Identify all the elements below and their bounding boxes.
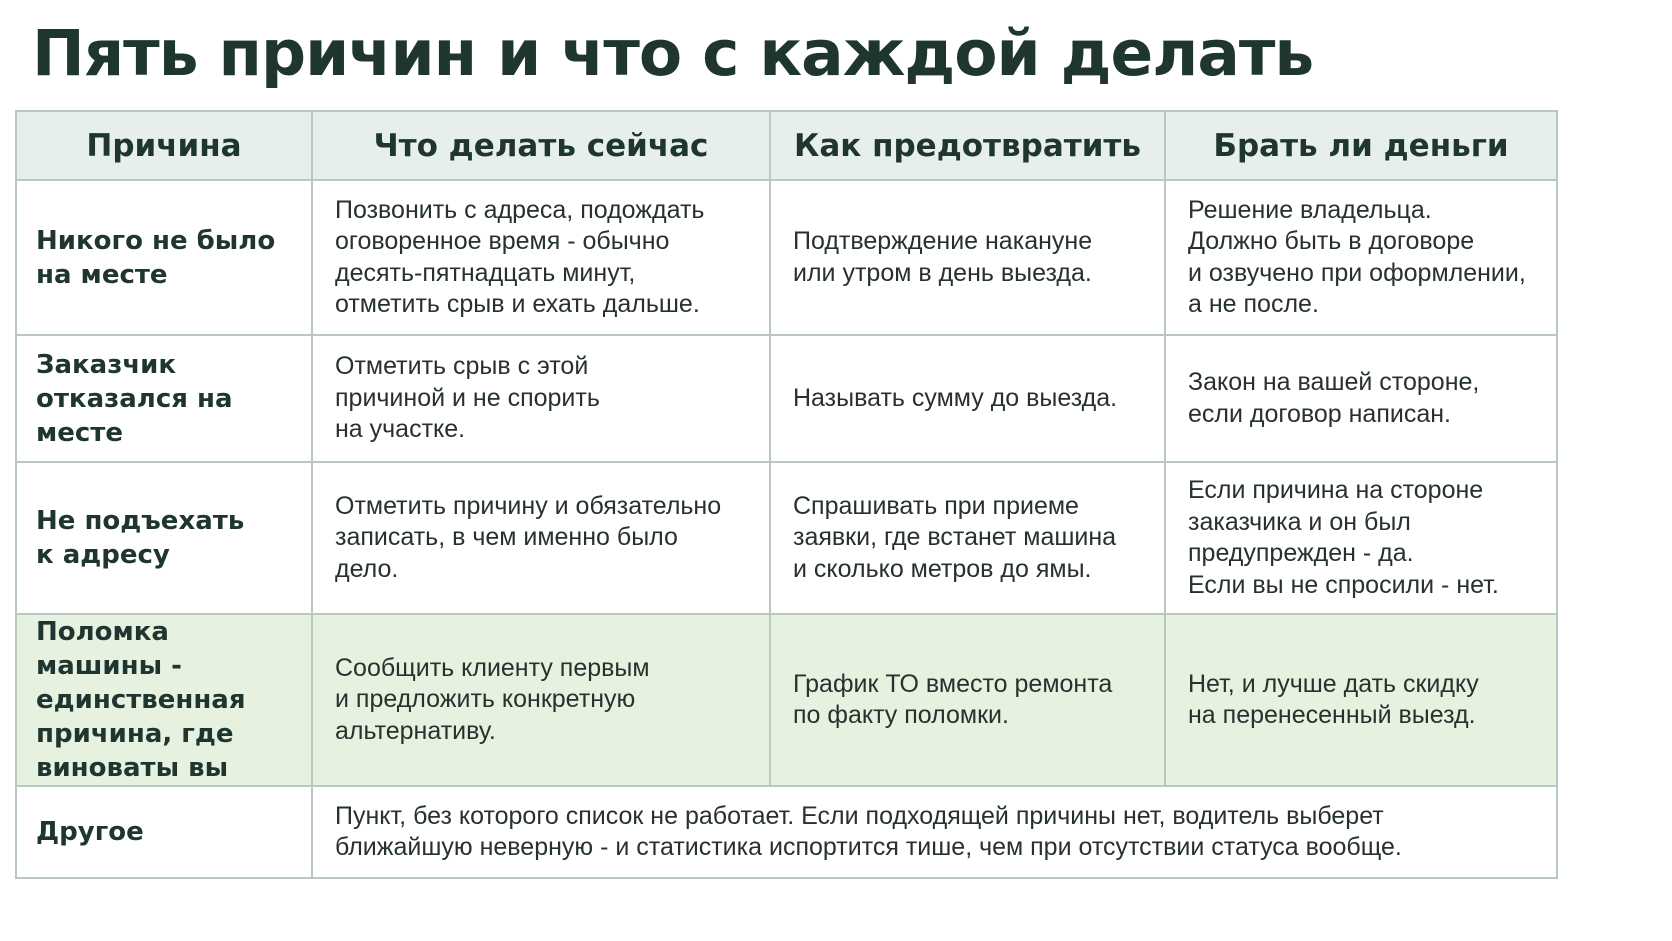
action-now-cell — [312, 180, 770, 335]
cause-cell — [16, 614, 312, 786]
cause-cell — [16, 180, 312, 335]
action-now-text: Отметить срыв с этой причиной и не спорить на участке. — [335, 352, 600, 444]
action-now-text: Отметить причину и обязательно записать, в чем именно было дело. — [335, 491, 722, 583]
charge-money-text: Закон на вашей стороне, если договор написан. — [1188, 368, 1480, 428]
cause-text: Никого не было на месте — [36, 225, 276, 290]
charge-money-text: Решение владельца. Должно быть в договоре и озвучено при оформлении, а не после. — [1188, 195, 1526, 318]
cause-cell — [16, 462, 312, 614]
other-note-cell — [312, 786, 1557, 878]
action-now-cell — [312, 462, 770, 614]
cause-cell — [16, 335, 312, 462]
action-now-cell — [312, 614, 770, 786]
prevention-cell — [770, 335, 1165, 462]
prevention-cell — [770, 180, 1165, 335]
charge-money-cell — [1165, 462, 1557, 614]
column-header-action-now: Что делать сейчас — [312, 111, 770, 180]
cause-text: Другое — [36, 817, 144, 847]
prevention-text: Подтверждение накануне или утром в день выезда. — [793, 227, 1093, 287]
cause-text: Не подъехать к адресу — [36, 506, 245, 570]
charge-money-cell — [1165, 180, 1557, 335]
charge-money-cell — [1165, 614, 1557, 786]
page-title: Пять причин и что с каждой делать — [32, 17, 1314, 90]
table-row — [16, 335, 1557, 462]
prevention-text: Называть сумму до выезда. — [793, 383, 1118, 412]
other-note-text: Пункт, без которого список не работает. Если подходящей причины нет, водитель выберет ближайшую неверную - и статистика испортится тише, чем при отсутствии статуса вообще. — [335, 801, 1402, 861]
cause-cell — [16, 786, 312, 878]
table-row — [16, 462, 1557, 614]
table-header-row — [16, 111, 1557, 180]
action-now-cell — [312, 335, 770, 462]
reasons-table — [15, 110, 1558, 879]
action-now-text: Позвонить с адреса, подождать оговоренное время - обычно десять-пятнадцать минут, отметить срыв и ехать дальше. — [335, 195, 705, 318]
column-header-prevention: Как предотвратить — [770, 111, 1165, 180]
column-header-charge-money: Брать ли деньги — [1165, 111, 1557, 180]
charge-money-text: Если причина на стороне заказчика и он был предупрежден - да. Если вы не спросили - нет. — [1188, 476, 1499, 599]
prevention-text: График ТО вместо ремонта по факту поломки. — [793, 669, 1113, 729]
action-now-text: Сообщить клиенту первым и предложить конкретную альтернативу. — [335, 653, 650, 745]
cause-text: Заказчик отказался на месте — [36, 349, 233, 448]
table-row — [16, 786, 1557, 878]
charge-money-cell — [1165, 335, 1557, 462]
prevention-text: Спрашивать при приеме заявки, где встанет машина и сколько метров до ямы. — [793, 491, 1117, 583]
table-row-highlighted — [16, 614, 1557, 786]
cause-text: Поломка машины - единственная причина, где виноваты вы — [36, 617, 246, 783]
charge-money-text: Нет, и лучше дать скидку на перенесенный выезд. — [1188, 669, 1479, 729]
prevention-cell — [770, 614, 1165, 786]
prevention-cell — [770, 462, 1165, 614]
table-row — [16, 180, 1557, 335]
column-header-cause: Причина — [16, 111, 312, 180]
